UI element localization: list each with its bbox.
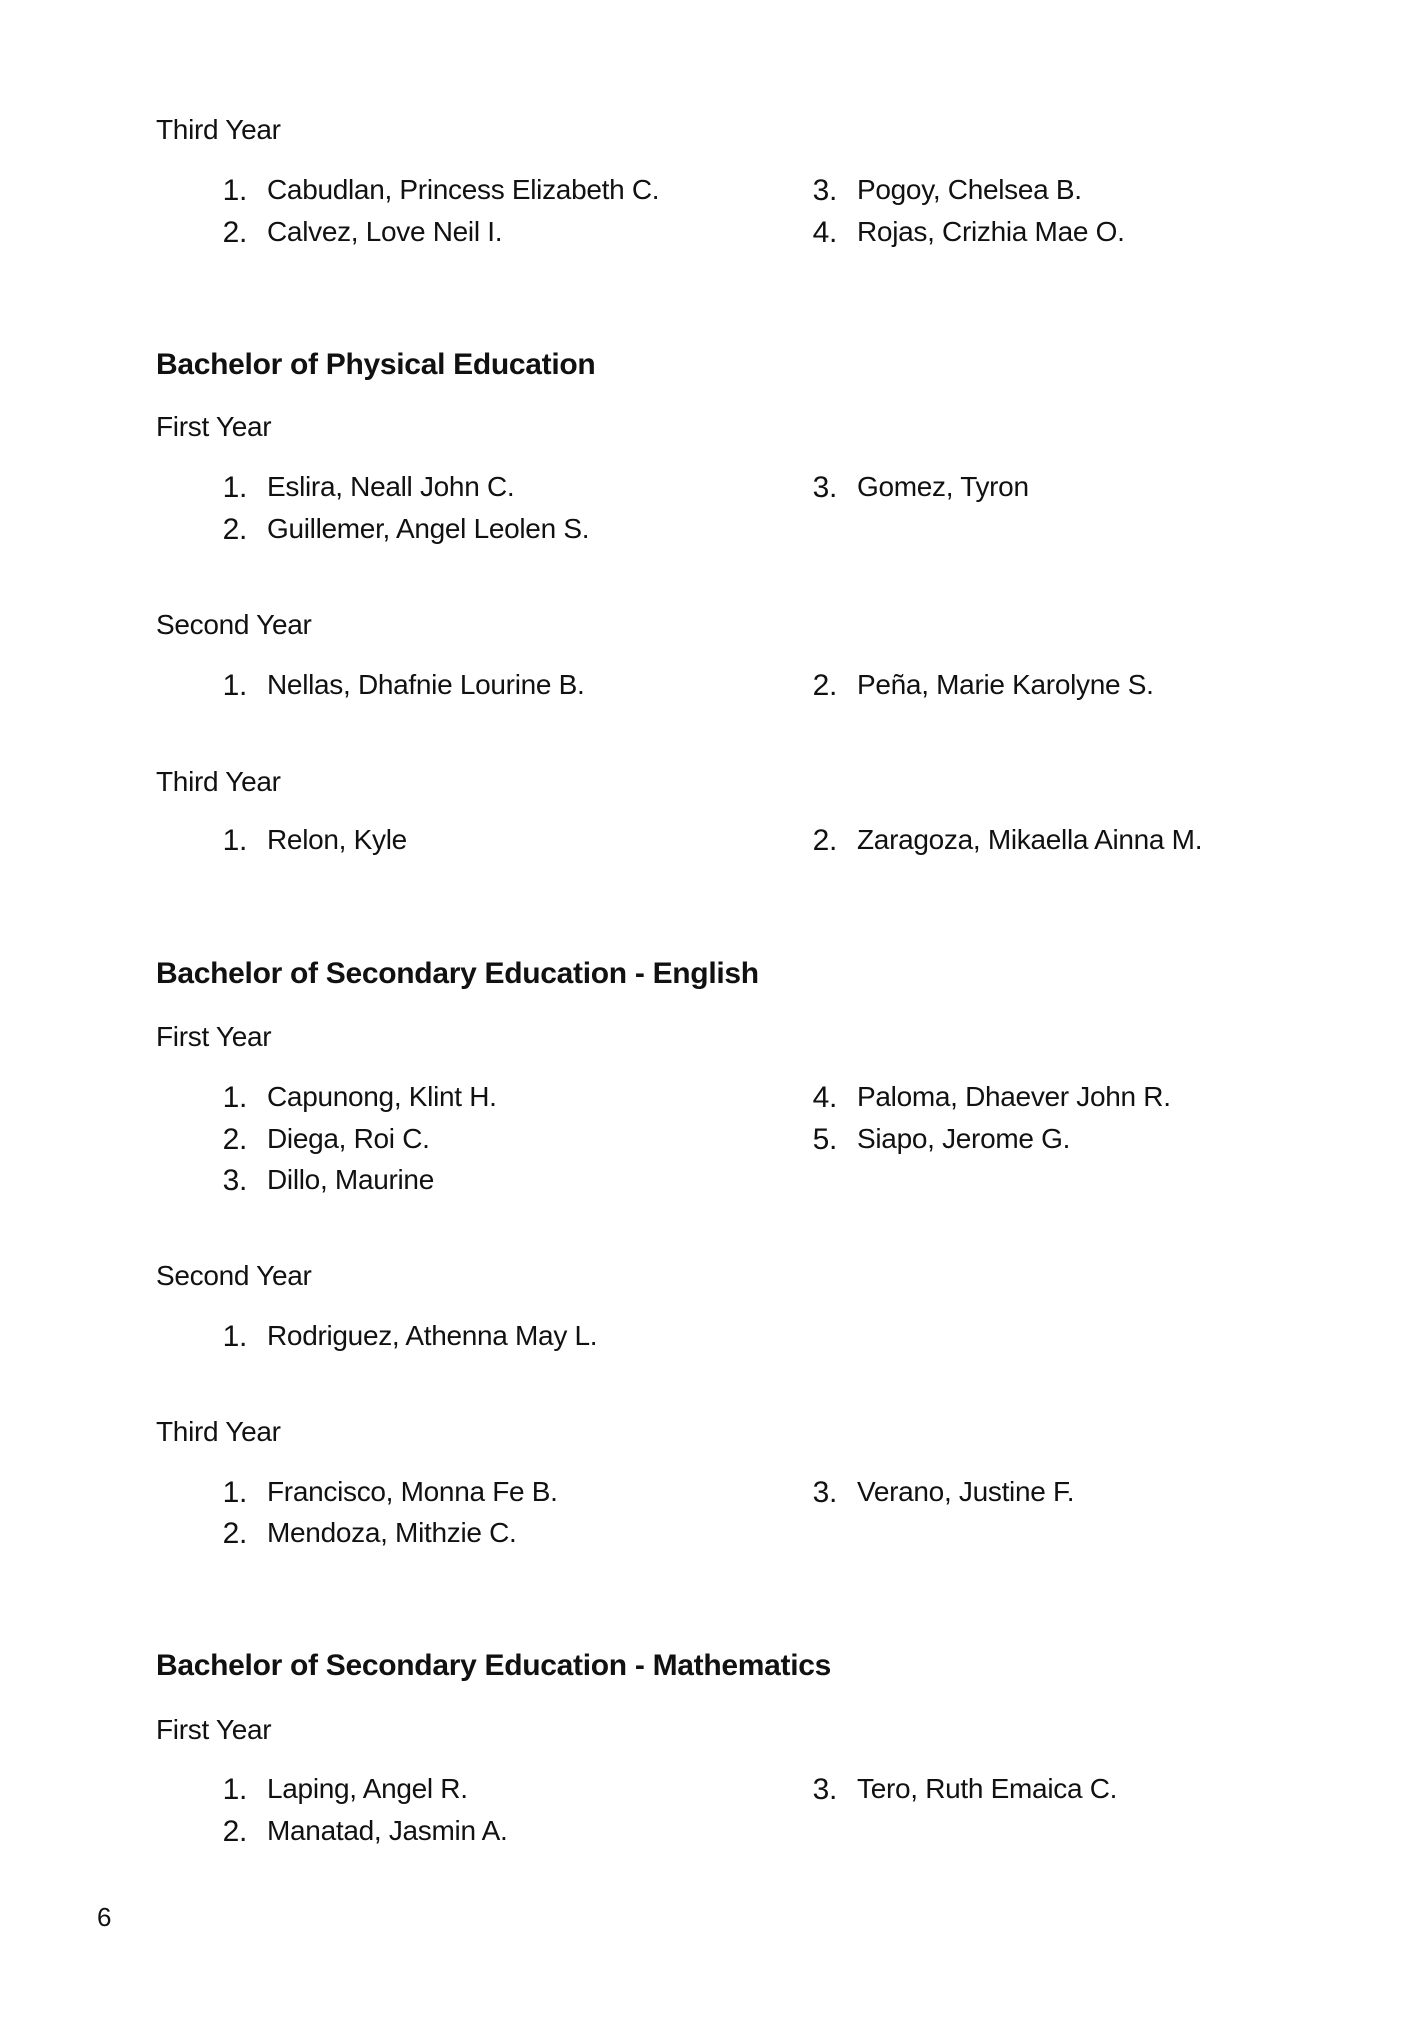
item-number: 3. <box>812 1773 837 1806</box>
student-name: Rodriguez, Athenna May L. <box>267 1320 598 1351</box>
page-number: 6 <box>97 1902 112 1932</box>
item-number: 2. <box>222 1517 247 1550</box>
student-name: Guillemer, Angel Leolen S. <box>267 513 590 544</box>
program-heading: Bachelor of Secondary Education - Mathematics <box>156 1649 831 1682</box>
student-name: Capunong, Klint H. <box>267 1081 497 1112</box>
program-heading: Bachelor of Secondary Education - English <box>156 957 759 990</box>
student-name: Dillo, Maurine <box>267 1164 434 1195</box>
year-label: Second Year <box>156 1260 312 1291</box>
student-name: Peña, Marie Karolyne S. <box>857 669 1154 700</box>
year-label: Third Year <box>156 766 281 797</box>
item-number: 2. <box>222 216 247 249</box>
year-label: First Year <box>156 411 272 442</box>
student-name: Verano, Justine F. <box>857 1476 1075 1507</box>
student-name: Calvez, Love Neil I. <box>267 216 503 247</box>
item-number: 3. <box>812 1476 837 1509</box>
item-number: 3. <box>222 1164 247 1197</box>
item-number: 5. <box>812 1123 837 1156</box>
student-name: Paloma, Dhaever John R. <box>857 1081 1171 1112</box>
year-label: First Year <box>156 1021 272 1052</box>
item-number: 1. <box>222 669 247 702</box>
student-name: Francisco, Monna Fe B. <box>267 1476 558 1507</box>
student-name: Diega, Roi C. <box>267 1123 430 1154</box>
year-label: Third Year <box>156 114 281 145</box>
student-name: Cabudlan, Princess Elizabeth C. <box>267 174 660 205</box>
student-name: Siapo, Jerome G. <box>857 1123 1071 1154</box>
student-name: Rojas, Crizhia Mae O. <box>857 216 1125 247</box>
program-heading: Bachelor of Physical Education <box>156 348 596 381</box>
item-number: 2. <box>222 1123 247 1156</box>
student-name: Relon, Kyle <box>267 824 407 855</box>
item-number: 1. <box>222 1773 247 1806</box>
student-name: Laping, Angel R. <box>267 1773 468 1804</box>
item-number: 1. <box>222 174 247 207</box>
year-label: Third Year <box>156 1416 281 1447</box>
item-number: 2. <box>222 513 247 546</box>
item-number: 2. <box>812 824 837 857</box>
student-name: Tero, Ruth Emaica C. <box>857 1773 1118 1804</box>
student-name: Zaragoza, Mikaella Ainna M. <box>857 824 1203 855</box>
item-number: 3. <box>812 471 837 504</box>
year-label: Second Year <box>156 609 312 640</box>
item-number: 1. <box>222 1081 247 1114</box>
item-number: 1. <box>222 471 247 504</box>
student-name: Nellas, Dhafnie Lourine B. <box>267 669 585 700</box>
year-label: First Year <box>156 1714 272 1745</box>
student-name: Eslira, Neall John C. <box>267 471 515 502</box>
item-number: 3. <box>812 174 837 207</box>
item-number: 2. <box>222 1815 247 1848</box>
item-number: 2. <box>812 669 837 702</box>
student-name: Mendoza, Mithzie C. <box>267 1517 517 1548</box>
student-name: Manatad, Jasmin A. <box>267 1815 508 1846</box>
student-name: Pogoy, Chelsea B. <box>857 174 1082 205</box>
item-number: 1. <box>222 1476 247 1509</box>
student-name: Gomez, Tyron <box>857 471 1029 502</box>
item-number: 4. <box>812 1081 837 1114</box>
item-number: 1. <box>222 1320 247 1353</box>
item-number: 4. <box>812 216 837 249</box>
item-number: 1. <box>222 824 247 857</box>
